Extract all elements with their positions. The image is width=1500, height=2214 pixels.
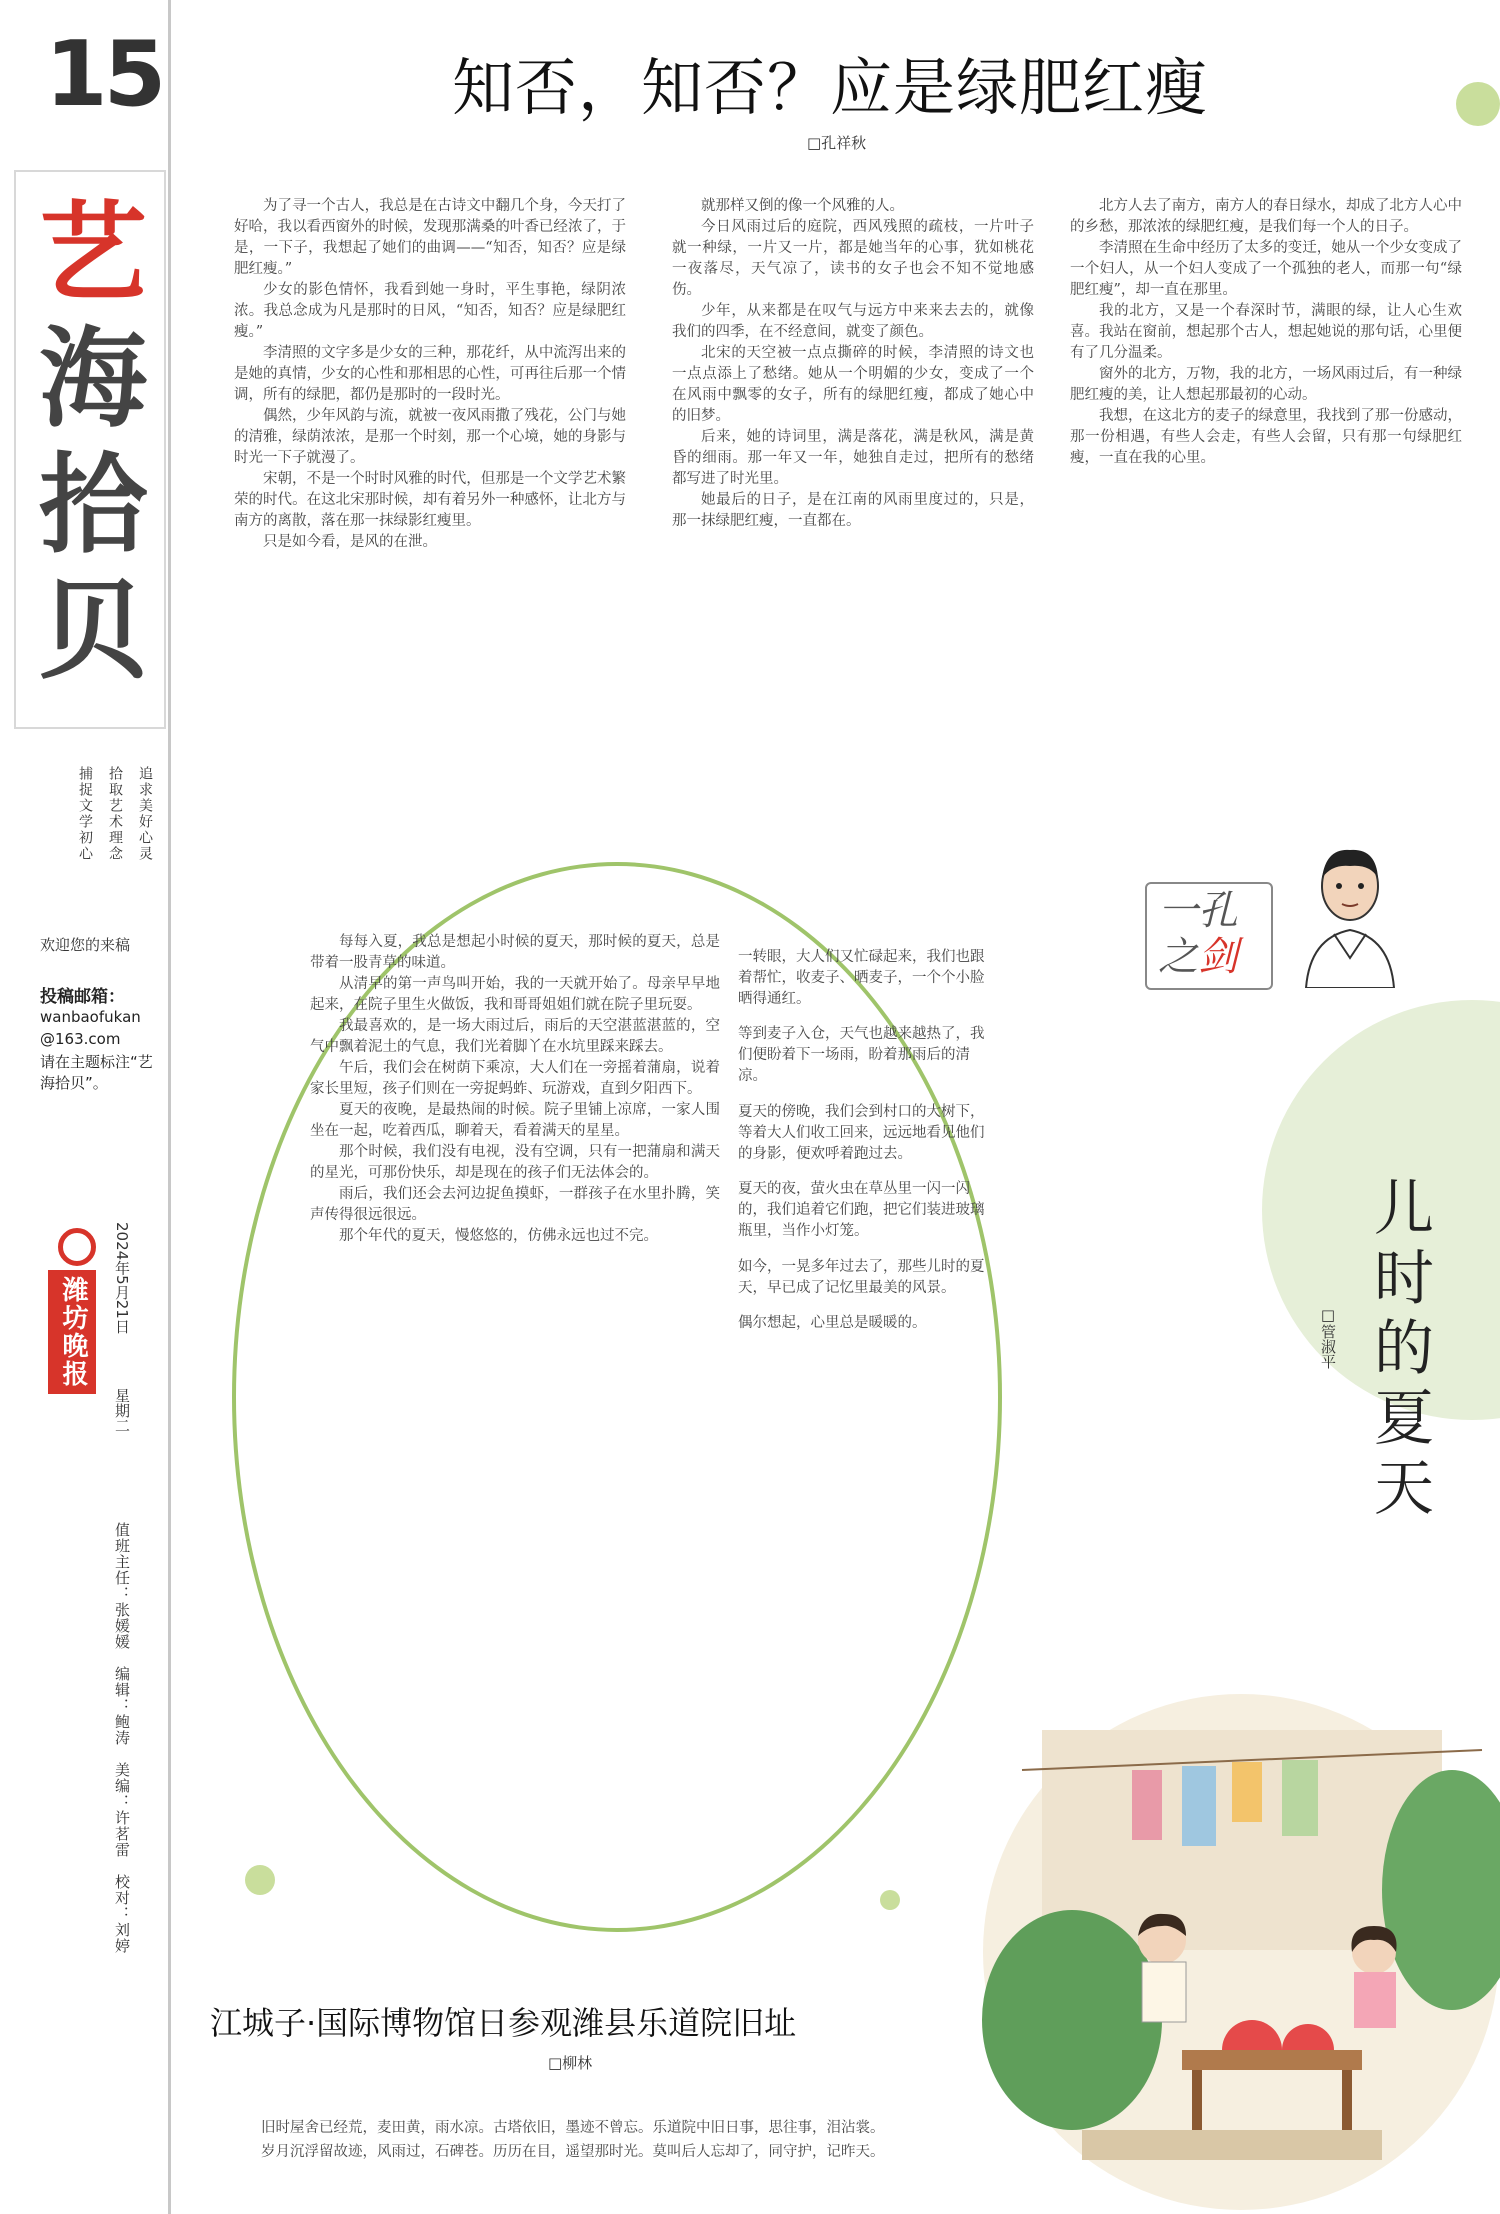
column-motto (55, 766, 155, 916)
children-summer-illustration (982, 1690, 1500, 2214)
paragraph: 宋朝，不是一个时时风雅的时代，但那是一个文学艺术繁荣的时代。在这北宋那时候，却有着另外一种感怀，让北方与南方的离散，落在那一抹绿影红瘦里。 (234, 471, 626, 529)
paragraph: 我的北方，又是一个春深时节，满眼的绿，让人心生欢喜。我站在窗前，想起那个古人，想起她说的那句话，心里便有了几分温柔。 (1070, 303, 1462, 361)
column-card-line: 一孔 (1158, 888, 1238, 934)
column-title-char: 拾 (38, 442, 147, 568)
column-card-title (1158, 888, 1238, 980)
submission-email[interactable]: wanbaofukan (40, 1008, 141, 1026)
paragraph: 少女的影色情怀，我看到她一身时，平生事艳，绿阴浓浓。我总念成为凡是那时的日风，“知否，知否？应是绿肥红瘦。” (234, 282, 626, 340)
article-ring-column (738, 932, 994, 1349)
column-title-char: 艺 (38, 190, 147, 316)
paragraph: 少年，从来都是在叹气与远方中来来去去的，就像我们的四季，在不经意间，就变了颜色。 (672, 303, 1034, 340)
paragraph: 就那样又倒的像一个风雅的人。 (701, 198, 904, 214)
paragraph: 北方人去了南方，南方人的春日绿水，却成了北方人心中的乡愁，那浓浓的绿肥红瘦，是我们每一个人的日子。 (1070, 198, 1462, 235)
issue-date: 2024年5月21日 (113, 1222, 131, 1334)
motto-line: 捕捉文学初心 (77, 766, 93, 862)
article-column (1070, 196, 1462, 469)
paragraph: 偶然，少年风韵与流，就被一夜风雨撒了残花，公门与她的清雅，绿荫浓浓，是那一个时刻，那一个心境，她的身影与时光一下子就漫了。 (234, 408, 626, 466)
paragraph: 夏天的夜，萤火虫在草丛里一闪一闪的，我们追着它们跑，把它们装进玻璃瓶里，当作小灯笼。 (738, 1181, 985, 1239)
article-headline: 知否，知否？应是绿肥红瘦 (452, 51, 1209, 124)
article-headline: 江城子·国际博物馆日参观潍县乐道院旧址 (210, 2004, 797, 2042)
paragraph: 等到麦子入仓，天气也越来越热了，我们便盼着下一场雨，盼着那雨后的清凉。 (738, 1026, 985, 1084)
paragraph: 为了寻一个古人，我总是在古诗文中翻几个身，今天打了好哈，我以看西窗外的时候，发现那满桑的叶香已经浓了，于是，一下子，我想起了她们的曲调——“知否，知否？应是绿肥红瘦。” (234, 198, 626, 277)
paragraph: 北宋的天空被一点点撕碎的时候，李清照的诗文也一点点添上了愁绪。她从一个明媚的少女，变成了一个在风雨中飘零的女子，所有的绿肥红瘦，都成了她心中的旧梦。 (672, 345, 1034, 424)
paragraph: 如今，一晃多年过去了，那些儿时的夏天，早已成了记忆里最美的风景。 (738, 1258, 985, 1296)
paragraph: 从清早的第一声鸟叫开始，我的一天就开始了。母亲早早地起来，在院子里生火做饭，我和哥哥姐姐们就在院子里玩耍。 (310, 976, 720, 1013)
issue-weekday: 星期二 (113, 1388, 131, 1433)
rail-divider (168, 0, 171, 2214)
decorative-dot (880, 1890, 900, 1910)
paragraph: 偶尔想起，心里总是暖暖的。 (738, 1315, 927, 1331)
paragraph: 旧时屋舍已经荒，麦田黄，雨水凉。古塔依旧，墨迹不曾忘。乐道院中旧日事，思往事，泪沾裳。 (261, 2120, 885, 2136)
motto-line: 追求美好心灵 (137, 766, 153, 862)
article-ring-column (310, 932, 720, 1247)
paragraph: 那个时候，我们没有电视，没有空调，只有一把蒲扇和满天的星光，可那份快乐，却是现在的孩子们无法体会的。 (310, 1144, 720, 1181)
paragraph: 我最喜欢的，是一场大雨过后，雨后的天空湛蓝湛蓝的，空气中飘着泥土的气息，我们光着脚丫在水坑里踩来踩去。 (310, 1018, 720, 1055)
paragraph: 午后，我们会在树荫下乘凉，大人们在一旁摇着蒲扇，说着家长里短，孩子们则在一旁捉蚂蚱、玩游戏，直到夕阳西下。 (310, 1060, 720, 1097)
column-title-char: 贝 (38, 568, 147, 694)
newspaper-logo-icon (58, 1228, 96, 1266)
paragraph: 后来，她的诗词里，满是落花，满是秋风，满是黄昏的细雨。那一年又一年，她独自走过，把所有的愁绪都写进了时光里。 (672, 429, 1034, 487)
motto-line: 拾取艺术理念 (107, 766, 123, 862)
paragraph: 雨后，我们还会去河边捉鱼摸虾，一群孩子在水里扑腾，笑声传得很远很远。 (310, 1186, 720, 1223)
article-byline: □柳林 (548, 2054, 593, 2072)
submission-label: 投稿邮箱： (40, 987, 125, 1007)
column-card-char: 剑 (1198, 934, 1238, 980)
column-card-char: 之 (1158, 934, 1198, 980)
paragraph: 我想，在这北方的麦子的绿意里，我找到了那一份感动，那一份相遇，有些人会走，有些人会留，只有那一句绿肥红瘦，一直在我的心里。 (1070, 408, 1462, 466)
paragraph: 一转眼，大人们又忙碌起来，我们也跟着帮忙，收麦子、晒麦子，一个个小脸晒得通红。 (738, 948, 985, 1007)
paragraph: 岁月沉浮留故迹，风雨过，石碑苍。历历在目，遥望那时光。莫叫后人忘却了，同守护，记昨天。 (261, 2144, 885, 2160)
column-card-line (1158, 934, 1238, 980)
column-title-char: 海 (38, 316, 147, 442)
paragraph: 只是如今看，是风的在泄。 (263, 534, 437, 550)
paragraph: 夏天的傍晚，我们会到村口的大树下，等着大人们收工回来，远远地看见他们的身影，便欢呼着跑过去。 (738, 1103, 985, 1162)
article-byline: □孔祥秋 (807, 134, 867, 152)
article-headline-vertical: 儿时的夏天 (1364, 1176, 1434, 1526)
paragraph: 窗外的北方，万物，我的北方，一场风雨过后，有一种绿肥红瘦的美，让人想起那最初的心动。 (1070, 366, 1462, 403)
submission-email-domain[interactable]: @163.com (40, 1030, 121, 1048)
column-title (38, 190, 148, 694)
paragraph: 夏天的夜晚，是最热闹的时候。院子里铺上凉席，一家人围坐在一起，吃着西瓜，聊着天，看着满天的星星。 (310, 1102, 720, 1139)
article-body (232, 2116, 992, 2164)
submission-note: 请在主题标注“艺海拾贝”。 (40, 1053, 153, 1092)
page-number: 15 (45, 22, 163, 127)
article-column (234, 196, 626, 553)
article-byline: □管淑平 (1319, 1306, 1337, 1369)
decorative-dot (245, 1865, 275, 1895)
paragraph: 每每入夏，我总是想起小时候的夏天，那时候的夏天，总是带着一股青草的味道。 (310, 934, 720, 971)
paragraph: 李清照在生命中经历了太多的变迁，她从一个少女变成了一个妇人，从一个妇人变成了一个孤独的老人，而那一句“绿肥红瘦”，却一直在那里。 (1070, 240, 1462, 298)
newspaper-name: 潍坊晚报 (48, 1270, 96, 1394)
paragraph: 李清照的文字多是少女的三种，那花纤，从中流泻出来的是她的真情，少女的心性和那相思的心性，可再往后那一个情调，所有的绿肥，都仍是那时的一段时光。 (234, 345, 626, 403)
welcome-text: 欢迎您的来稿 (40, 936, 131, 954)
decorative-dot (1456, 82, 1500, 126)
paragraph: 今日风雨过后的庭院，西风残照的疏枝，一片叶子就一种绿，一片又一片，都是她当年的心事，犹如桃花一夜落尽，天气凉了，读书的女子也会不知不觉地感伤。 (672, 219, 1034, 298)
author-portrait-icon (1290, 838, 1410, 988)
paragraph: 她最后的日子，是在江南的风雨里度过的，只是，那一抹绿肥红瘦，一直都在。 (672, 492, 1034, 529)
editorial-credits: 值班主任：张媛媛 编辑：鲍涛 美编：许茗雷 校对：刘婷 (113, 1522, 131, 1954)
paragraph: 那个年代的夏天，慢悠悠的，仿佛永远也过不完。 (339, 1228, 658, 1244)
article-column (672, 196, 1034, 532)
